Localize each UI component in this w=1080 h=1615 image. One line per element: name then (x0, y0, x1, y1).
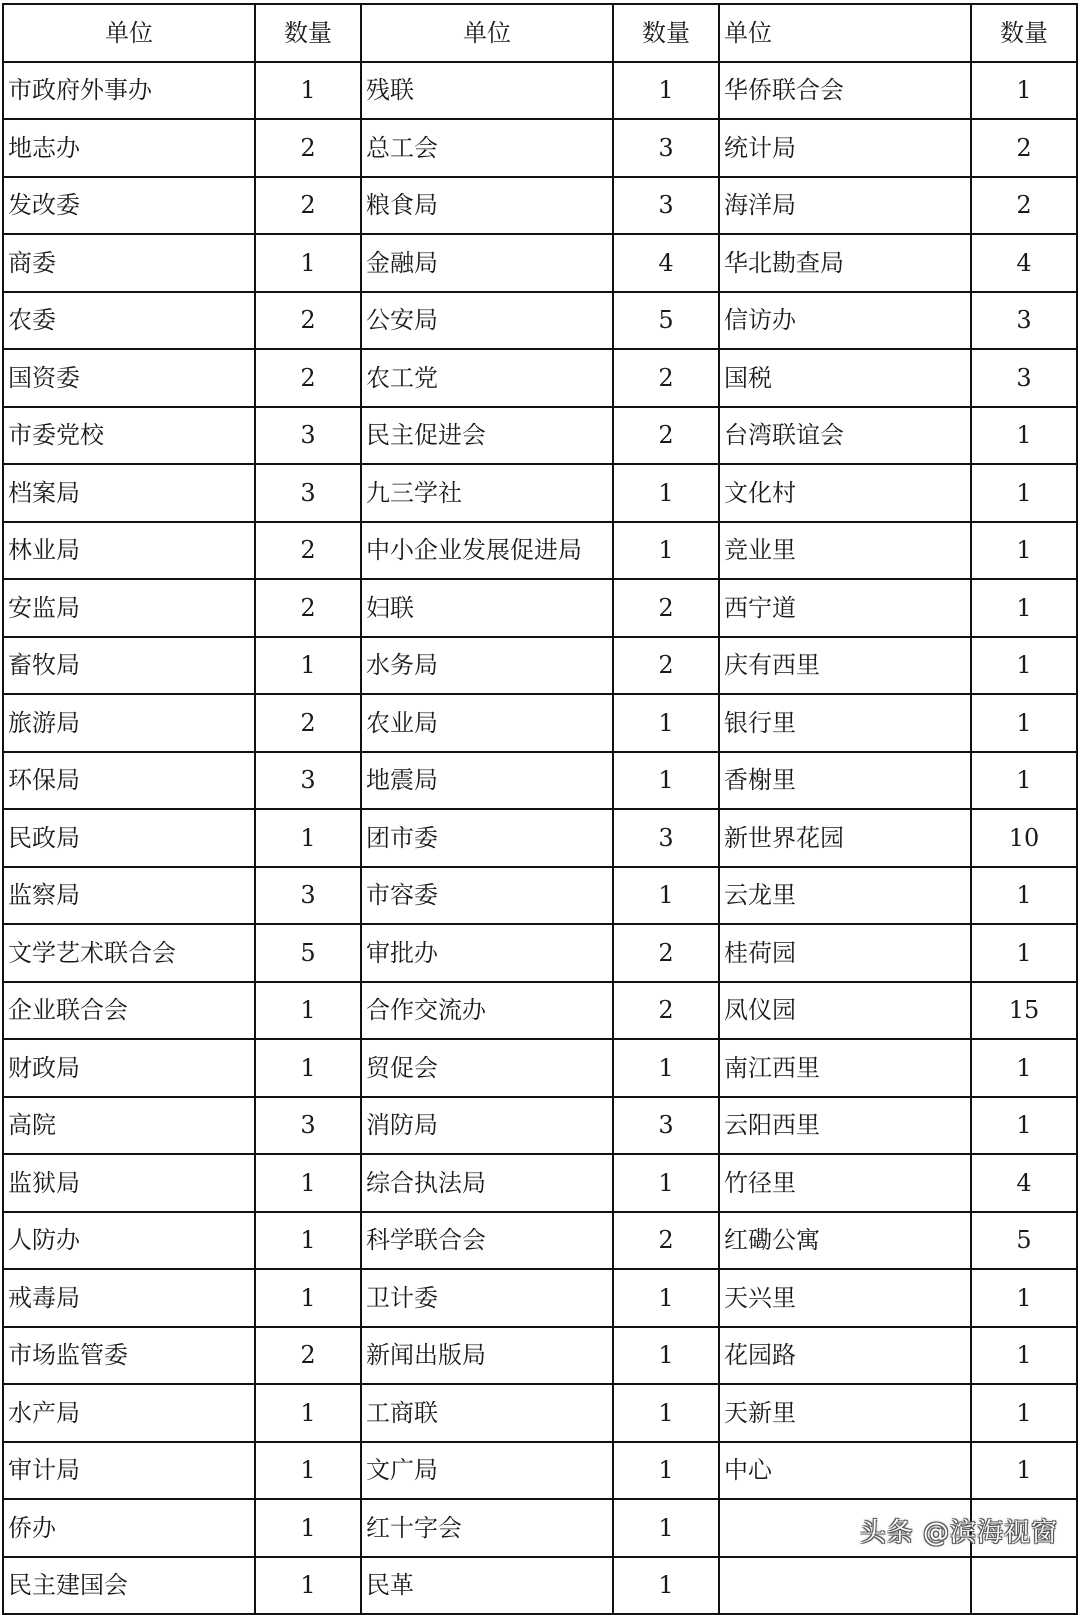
header-unit-1: 单位 (3, 4, 255, 62)
quantity-cell-col1: 2 (255, 119, 361, 177)
table-row (3, 1154, 1077, 1212)
quantity-cell-col2: 2 (613, 924, 719, 982)
quantity-cell-col3: 1 (971, 407, 1077, 465)
table-row (3, 522, 1077, 580)
quantity-cell-col1: 3 (255, 867, 361, 925)
quantity-cell-col3: 2 (971, 177, 1077, 235)
quantity-cell-col1: 1 (255, 982, 361, 1040)
unit-cell-col1: 财政局 (3, 1039, 255, 1097)
unit-cell-col3: 云阳西里 (719, 1097, 971, 1155)
unit-cell-col1: 农委 (3, 292, 255, 350)
header-quantity-1: 数量 (255, 4, 361, 62)
table-row (3, 867, 1077, 925)
unit-cell-col3: 信访办 (719, 292, 971, 350)
table-row (3, 349, 1077, 407)
quantity-cell-col2: 1 (613, 464, 719, 522)
quantity-cell-col3: 3 (971, 349, 1077, 407)
quantity-cell-col3: 1 (971, 1327, 1077, 1385)
unit-cell-col1: 企业联合会 (3, 982, 255, 1040)
quantity-cell-col2: 1 (613, 1269, 719, 1327)
unit-cell-col2: 审批办 (361, 924, 613, 982)
unit-cell-col1: 商委 (3, 234, 255, 292)
quantity-cell-col2: 4 (613, 234, 719, 292)
quantity-cell-col2: 1 (613, 1039, 719, 1097)
quantity-cell-col1: 1 (255, 1039, 361, 1097)
unit-cell-col1: 安监局 (3, 579, 255, 637)
unit-cell-col3 (719, 1557, 971, 1615)
unit-cell-col2: 残联 (361, 62, 613, 120)
unit-cell-col3: 香榭里 (719, 752, 971, 810)
quantity-cell-col3: 1 (971, 62, 1077, 120)
table-row (3, 809, 1077, 867)
quantity-cell-col3: 4 (971, 1154, 1077, 1212)
quantity-cell-col3: 1 (971, 1097, 1077, 1155)
unit-cell-col3: 海洋局 (719, 177, 971, 235)
table-row (3, 637, 1077, 695)
quantity-cell-col2: 2 (613, 407, 719, 465)
quantity-cell-col3: 1 (971, 1039, 1077, 1097)
quantity-cell-col3: 2 (971, 119, 1077, 177)
unit-cell-col3: 庆有西里 (719, 637, 971, 695)
unit-cell-col1: 水产局 (3, 1384, 255, 1442)
quantity-cell-col1: 1 (255, 1154, 361, 1212)
quantity-cell-col1: 1 (255, 62, 361, 120)
unit-cell-col2: 总工会 (361, 119, 613, 177)
unit-cell-col2: 农业局 (361, 694, 613, 752)
unit-cell-col2: 粮食局 (361, 177, 613, 235)
quantity-cell-col3: 1 (971, 522, 1077, 580)
table-row (3, 694, 1077, 752)
header-unit-3: 单位 (719, 4, 971, 62)
quantity-cell-col2: 1 (613, 1557, 719, 1615)
quantity-cell-col1: 2 (255, 1327, 361, 1385)
unit-cell-col2: 水务局 (361, 637, 613, 695)
table-row (3, 292, 1077, 350)
quantity-cell-col2: 2 (613, 349, 719, 407)
quantity-cell-col2: 3 (613, 809, 719, 867)
quantity-cell-col3: 1 (971, 579, 1077, 637)
quantity-cell-col1: 2 (255, 177, 361, 235)
unit-cell-col2: 文广局 (361, 1442, 613, 1500)
quantity-cell-col3: 10 (971, 809, 1077, 867)
watermark: 头条 @滨海视窗 (859, 1518, 1058, 1548)
quantity-cell-col3: 5 (971, 1212, 1077, 1270)
quantity-cell-col3: 1 (971, 1442, 1077, 1500)
quantity-cell-col2: 1 (613, 867, 719, 925)
quantity-cell-col1: 5 (255, 924, 361, 982)
table-row (3, 464, 1077, 522)
table-row (3, 234, 1077, 292)
unit-cell-col1: 国资委 (3, 349, 255, 407)
unit-cell-col3: 南江西里 (719, 1039, 971, 1097)
quantity-cell-col3: 1 (971, 1269, 1077, 1327)
quantity-cell-col2: 1 (613, 1384, 719, 1442)
quantity-cell-col1: 3 (255, 464, 361, 522)
header-quantity-2: 数量 (613, 4, 719, 62)
quantity-cell-col1: 1 (255, 809, 361, 867)
table-row (3, 1039, 1077, 1097)
header-quantity-3: 数量 (971, 4, 1077, 62)
quantity-cell-col1: 1 (255, 1557, 361, 1615)
quantity-cell-col3: 1 (971, 694, 1077, 752)
quantity-cell-col1: 1 (255, 1269, 361, 1327)
quantity-cell-col3: 1 (971, 637, 1077, 695)
unit-cell-col3: 统计局 (719, 119, 971, 177)
unit-cell-col3: 国税 (719, 349, 971, 407)
unit-cell-col2: 公安局 (361, 292, 613, 350)
quantity-cell-col2: 1 (613, 1499, 719, 1557)
unit-cell-col1: 监狱局 (3, 1154, 255, 1212)
unit-cell-col2: 金融局 (361, 234, 613, 292)
table-row (3, 1269, 1077, 1327)
quantity-cell-col2: 2 (613, 579, 719, 637)
unit-cell-col2: 市容委 (361, 867, 613, 925)
quantity-cell-col1: 2 (255, 522, 361, 580)
unit-cell-col1: 监察局 (3, 867, 255, 925)
table-row (3, 1212, 1077, 1270)
quantity-cell-col1: 3 (255, 1097, 361, 1155)
quantity-cell-col2: 1 (613, 1327, 719, 1385)
table-row (3, 1327, 1077, 1385)
unit-cell-col3: 天兴里 (719, 1269, 971, 1327)
unit-cell-col2: 农工党 (361, 349, 613, 407)
units-table (2, 3, 1078, 1615)
table-body (3, 4, 1077, 1614)
unit-cell-col1: 旅游局 (3, 694, 255, 752)
quantity-cell-col2: 3 (613, 1097, 719, 1155)
unit-cell-col2: 地震局 (361, 752, 613, 810)
unit-cell-col1: 侨办 (3, 1499, 255, 1557)
table-row (3, 579, 1077, 637)
quantity-cell-col1: 1 (255, 234, 361, 292)
unit-cell-col2: 中小企业发展促进局 (361, 522, 613, 580)
table-row (3, 982, 1077, 1040)
quantity-cell-col2: 1 (613, 1154, 719, 1212)
unit-cell-col1: 市场监管委 (3, 1327, 255, 1385)
unit-cell-col2: 团市委 (361, 809, 613, 867)
quantity-cell-col2: 1 (613, 522, 719, 580)
quantity-cell-col1: 1 (255, 1499, 361, 1557)
unit-cell-col1: 文学艺术联合会 (3, 924, 255, 982)
table-row (3, 752, 1077, 810)
table-row (3, 924, 1077, 982)
unit-cell-col2: 综合执法局 (361, 1154, 613, 1212)
quantity-cell-col3: 1 (971, 1384, 1077, 1442)
unit-cell-col3: 华北勘查局 (719, 234, 971, 292)
unit-cell-col3: 中心 (719, 1442, 971, 1500)
quantity-cell-col1: 2 (255, 694, 361, 752)
header-row (3, 4, 1077, 62)
unit-cell-col3: 凤仪园 (719, 982, 971, 1040)
unit-cell-col2: 卫计委 (361, 1269, 613, 1327)
unit-cell-col3: 银行里 (719, 694, 971, 752)
quantity-cell-col2: 2 (613, 1212, 719, 1270)
unit-cell-col1: 档案局 (3, 464, 255, 522)
quantity-cell-col2: 1 (613, 1442, 719, 1500)
quantity-cell-col2: 1 (613, 752, 719, 810)
table-row (3, 407, 1077, 465)
quantity-cell-col3: 15 (971, 982, 1077, 1040)
table-row (3, 1384, 1077, 1442)
table-row (3, 1097, 1077, 1155)
unit-cell-col1: 人防办 (3, 1212, 255, 1270)
unit-cell-col3: 天新里 (719, 1384, 971, 1442)
quantity-cell-col2: 2 (613, 637, 719, 695)
unit-cell-col3: 台湾联谊会 (719, 407, 971, 465)
unit-cell-col2: 妇联 (361, 579, 613, 637)
unit-cell-col1: 畜牧局 (3, 637, 255, 695)
quantity-cell-col1: 2 (255, 292, 361, 350)
quantity-cell-col3: 4 (971, 234, 1077, 292)
quantity-cell-col3: 1 (971, 752, 1077, 810)
unit-cell-col3: 华侨联合会 (719, 62, 971, 120)
quantity-cell-col1: 1 (255, 1442, 361, 1500)
quantity-cell-col1: 1 (255, 1212, 361, 1270)
quantity-cell-col2: 5 (613, 292, 719, 350)
unit-cell-col1: 民主建国会 (3, 1557, 255, 1615)
unit-cell-col3: 新世界花园 (719, 809, 971, 867)
unit-cell-col3: 花园路 (719, 1327, 971, 1385)
quantity-cell-col3: 1 (971, 867, 1077, 925)
unit-cell-col2: 九三学社 (361, 464, 613, 522)
unit-cell-col2: 贸促会 (361, 1039, 613, 1097)
quantity-cell-col2: 3 (613, 177, 719, 235)
unit-cell-col3: 竞业里 (719, 522, 971, 580)
unit-cell-col3: 文化村 (719, 464, 971, 522)
quantity-cell-col1: 2 (255, 579, 361, 637)
quantity-cell-col2: 1 (613, 694, 719, 752)
table-row (3, 119, 1077, 177)
header-unit-2: 单位 (361, 4, 613, 62)
unit-cell-col2: 红十字会 (361, 1499, 613, 1557)
quantity-cell-col3: 3 (971, 292, 1077, 350)
quantity-cell-col2: 3 (613, 119, 719, 177)
unit-cell-col3: 红磡公寓 (719, 1212, 971, 1270)
unit-cell-col2: 新闻出版局 (361, 1327, 613, 1385)
unit-cell-col1: 市委党校 (3, 407, 255, 465)
quantity-cell-col3 (971, 1557, 1077, 1615)
unit-cell-col3: 竹径里 (719, 1154, 971, 1212)
quantity-cell-col3: 1 (971, 464, 1077, 522)
unit-cell-col2: 民主促进会 (361, 407, 613, 465)
unit-cell-col3: 云龙里 (719, 867, 971, 925)
unit-cell-col1: 高院 (3, 1097, 255, 1155)
table-row (3, 1557, 1077, 1615)
unit-cell-col1: 环保局 (3, 752, 255, 810)
unit-cell-col2: 消防局 (361, 1097, 613, 1155)
unit-cell-col1: 审计局 (3, 1442, 255, 1500)
quantity-cell-col2: 2 (613, 982, 719, 1040)
unit-cell-col2: 工商联 (361, 1384, 613, 1442)
quantity-cell-col1: 1 (255, 1384, 361, 1442)
unit-cell-col1: 发改委 (3, 177, 255, 235)
quantity-cell-col3: 1 (971, 924, 1077, 982)
unit-cell-col1: 戒毒局 (3, 1269, 255, 1327)
unit-cell-col2: 科学联合会 (361, 1212, 613, 1270)
quantity-cell-col1: 3 (255, 407, 361, 465)
unit-cell-col1: 民政局 (3, 809, 255, 867)
unit-cell-col3: 西宁道 (719, 579, 971, 637)
table-row (3, 1442, 1077, 1500)
quantity-cell-col1: 2 (255, 349, 361, 407)
table-row (3, 62, 1077, 120)
quantity-cell-col1: 3 (255, 752, 361, 810)
quantity-cell-col2: 1 (613, 62, 719, 120)
unit-cell-col2: 民革 (361, 1557, 613, 1615)
unit-cell-col1: 地志办 (3, 119, 255, 177)
unit-cell-col2: 合作交流办 (361, 982, 613, 1040)
table-row (3, 177, 1077, 235)
unit-cell-col1: 市政府外事办 (3, 62, 255, 120)
unit-cell-col1: 林业局 (3, 522, 255, 580)
unit-cell-col3: 桂荷园 (719, 924, 971, 982)
quantity-cell-col1: 1 (255, 637, 361, 695)
